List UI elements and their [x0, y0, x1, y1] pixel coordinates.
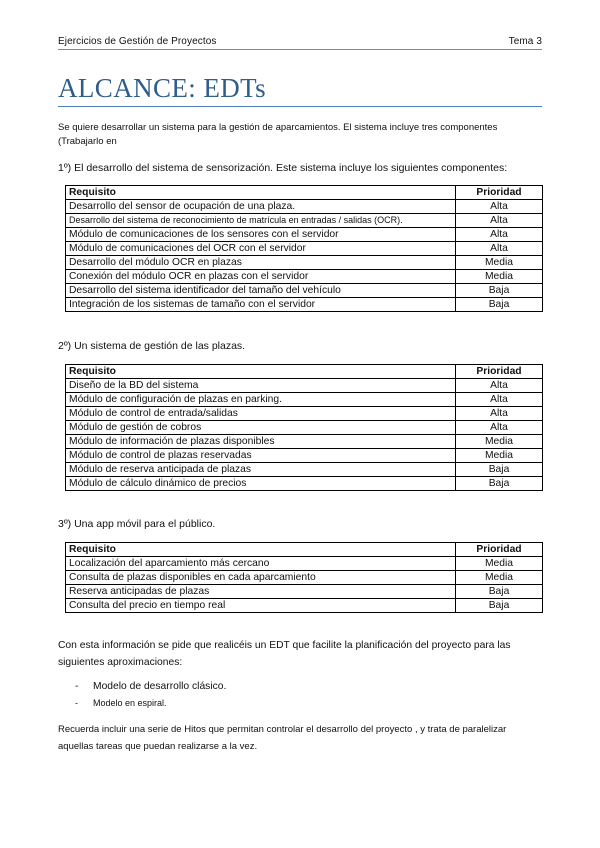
intro-paragraph: Se quiere desarrollar un sistema para la gestión de aparcamientos. El sistema incluye tres componentes (Trabajarlo en	[58, 122, 498, 147]
prioridad-cell: Baja	[456, 599, 543, 613]
page-title: ALCANCE: EDTs	[58, 72, 542, 107]
table-row	[66, 421, 543, 435]
approximation-label: Modelo de desarrollo clásico.	[93, 681, 227, 692]
requisito-cell: Consulta del precio en tiempo real	[66, 599, 456, 613]
requisito-cell: Módulo de configuración de plazas en parking.	[66, 393, 456, 407]
table-row	[66, 599, 543, 613]
list-item	[75, 678, 226, 695]
prioridad-cell: Alta	[456, 407, 543, 421]
requisito-cell: Integración de los sistemas de tamaño con el servidor	[66, 298, 456, 312]
approximations-list	[75, 678, 226, 712]
page-header	[58, 36, 542, 50]
prioridad-cell: Alta	[456, 379, 543, 393]
requisito-cell: Desarrollo del sistema identificador del tamaño del vehículo	[66, 284, 456, 298]
prioridad-cell: Baja	[456, 284, 543, 298]
table-row	[66, 379, 543, 393]
header-course: Ejercicios de Gestión de Proyectos	[58, 36, 217, 47]
bullet-dash: -	[75, 681, 79, 692]
list-item	[75, 695, 226, 712]
table-row	[66, 571, 543, 585]
prioridad-cell: Alta	[456, 421, 543, 435]
table-row	[66, 557, 543, 571]
table-row	[66, 284, 543, 298]
table-row	[66, 393, 543, 407]
table-row	[66, 242, 543, 256]
prioridad-cell: Media	[456, 435, 543, 449]
table-row	[66, 435, 543, 449]
prioridad-cell: Media	[456, 270, 543, 284]
table-row	[66, 477, 543, 491]
table-row	[66, 463, 543, 477]
column-prioridad: Prioridad	[456, 186, 543, 200]
requirements-table-2	[65, 364, 543, 491]
table-header-row	[66, 186, 543, 200]
column-requisito: Requisito	[66, 543, 456, 557]
table-row	[66, 228, 543, 242]
requisito-cell: Módulo de reserva anticipada de plazas	[66, 463, 456, 477]
requisito-cell: Módulo de control de plazas reservadas	[66, 449, 456, 463]
requisito-cell: Desarrollo del sistema de reconocimiento de matrícula en entradas / salidas (OCR).	[66, 214, 456, 228]
requisito-cell: Módulo de cálculo dinámico de precios	[66, 477, 456, 491]
prioridad-cell: Alta	[456, 228, 543, 242]
prioridad-cell: Media	[456, 256, 543, 270]
table-header-row	[66, 543, 543, 557]
table-row	[66, 298, 543, 312]
requisito-cell: Diseño de la BD del sistema	[66, 379, 456, 393]
requirements-table-3	[65, 542, 543, 613]
requisito-cell: Módulo de control de entrada/salidas	[66, 407, 456, 421]
column-requisito: Requisito	[66, 186, 456, 200]
column-requisito: Requisito	[66, 365, 456, 379]
table-row	[66, 407, 543, 421]
column-prioridad: Prioridad	[456, 543, 543, 557]
prioridad-cell: Baja	[456, 298, 543, 312]
prioridad-cell: Baja	[456, 463, 543, 477]
requisito-cell: Reserva anticipadas de plazas	[66, 585, 456, 599]
prioridad-cell: Baja	[456, 585, 543, 599]
closing-paragraph: Con esta información se pide que realicéis un EDT que facilite la planificación del proyecto para las siguientes aproximaciones:	[58, 640, 511, 668]
table-row	[66, 585, 543, 599]
table-row	[66, 256, 543, 270]
requisito-cell: Módulo de comunicaciones del OCR con el servidor	[66, 242, 456, 256]
table-header-row	[66, 365, 543, 379]
requirements-table-1	[65, 185, 543, 312]
table-row	[66, 270, 543, 284]
requisito-cell: Módulo de comunicaciones de los sensores con el servidor	[66, 228, 456, 242]
prioridad-cell: Media	[456, 449, 543, 463]
requisito-cell: Desarrollo del sensor de ocupación de una plaza.	[66, 200, 456, 214]
header-topic: Tema 3	[508, 36, 542, 47]
prioridad-cell: Media	[456, 571, 543, 585]
requisito-cell: Localización del aparcamiento más cercano	[66, 557, 456, 571]
section2-heading: 2º) Un sistema de gestión de las plazas.	[58, 340, 246, 352]
requisito-cell: Conexión del módulo OCR en plazas con el servidor	[66, 270, 456, 284]
column-prioridad: Prioridad	[456, 365, 543, 379]
prioridad-cell: Alta	[456, 214, 543, 228]
prioridad-cell: Alta	[456, 242, 543, 256]
milestones-note: Recuerda incluir una serie de Hitos que permitan controlar el desarrollo del proyecto , y trata de paralelizar aquellas tareas que puedan realizarse a la vez.	[58, 724, 507, 752]
prioridad-cell: Alta	[456, 393, 543, 407]
table-row	[66, 449, 543, 463]
prioridad-cell: Baja	[456, 477, 543, 491]
section1-heading: 1º) El desarrollo del sistema de sensorización. Este sistema incluye los siguientes componentes:	[58, 162, 508, 174]
bullet-dash: -	[75, 698, 78, 708]
requisito-cell: Desarrollo del módulo OCR en plazas	[66, 256, 456, 270]
prioridad-cell: Alta	[456, 200, 543, 214]
requisito-cell: Módulo de información de plazas disponibles	[66, 435, 456, 449]
requisito-cell: Consulta de plazas disponibles en cada aparcamiento	[66, 571, 456, 585]
section3-heading: 3º) Una app móvil para el público.	[58, 518, 216, 530]
table-row	[66, 214, 543, 228]
requisito-cell: Módulo de gestión de cobros	[66, 421, 456, 435]
approximation-label: Modelo en espiral.	[93, 698, 167, 708]
prioridad-cell: Media	[456, 557, 543, 571]
table-row	[66, 200, 543, 214]
